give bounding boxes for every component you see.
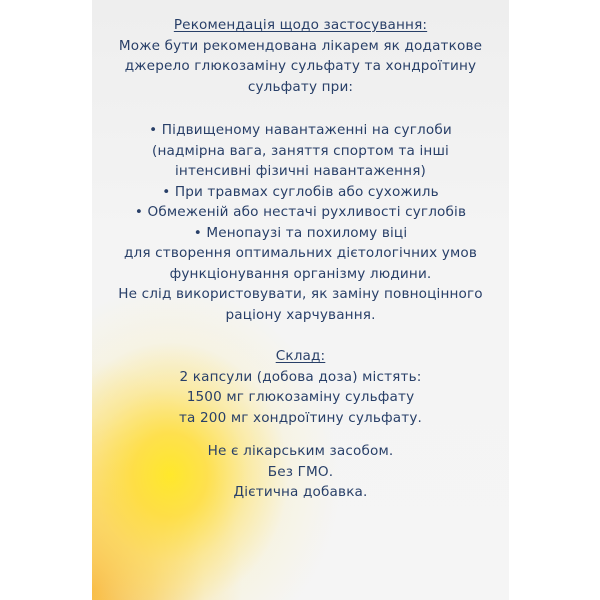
recommendation-outro-line: раціону харчування.: [225, 306, 376, 323]
composition-block: [92, 346, 509, 428]
indication-item: • Менопаузі та похилому віці: [193, 224, 408, 241]
recommendation-intro-line: сульфату при:: [247, 78, 354, 95]
dietary-supplement-note: Дієтична добавка.: [233, 484, 368, 500]
indication-item-continuation: (надмірна вага, заняття спортом та інші: [152, 142, 449, 159]
recommendation-outro-line: Не слід використовувати, як заміну повноцінного: [118, 286, 483, 302]
indication-item: • Обмеженій або нестачі рухливості суглобів: [134, 204, 467, 220]
notes-block: [92, 441, 509, 503]
indication-item: • Підвищеному навантаженні на суглоби: [149, 122, 452, 138]
composition-line: 2 капсули (добова доза) містять:: [179, 368, 422, 385]
not-medicine-note: Не є лікарським засобом.: [207, 443, 394, 459]
recommendation-intro-line: Може бути рекомендована лікарем як додаткове: [118, 37, 483, 54]
indication-item-continuation: інтенсивні фізичні навантаження): [175, 163, 426, 179]
recommendation-outro-line: функціонування організму людини.: [169, 265, 432, 282]
composition-line: та 200 мг хондроїтину сульфату.: [178, 409, 423, 426]
recommendation-outro-line: для створення оптимальних дієтологічних умов: [123, 245, 478, 261]
recommendation-block: [92, 15, 509, 97]
recommendation-heading: Рекомендація щодо застосування:: [173, 17, 428, 33]
product-label-card: [92, 0, 509, 600]
no-gmo-note: Без ГМО.: [267, 463, 334, 480]
indications-list: [92, 120, 509, 325]
composition-heading: Склад:: [275, 348, 326, 364]
recommendation-intro-line: джерело глюкозаміну сульфату та хондроїтину: [124, 58, 477, 74]
composition-line: 1500 мг глюкозаміну сульфату: [186, 389, 415, 405]
indication-item: • При травмах суглобів або сухожиль: [162, 183, 439, 200]
